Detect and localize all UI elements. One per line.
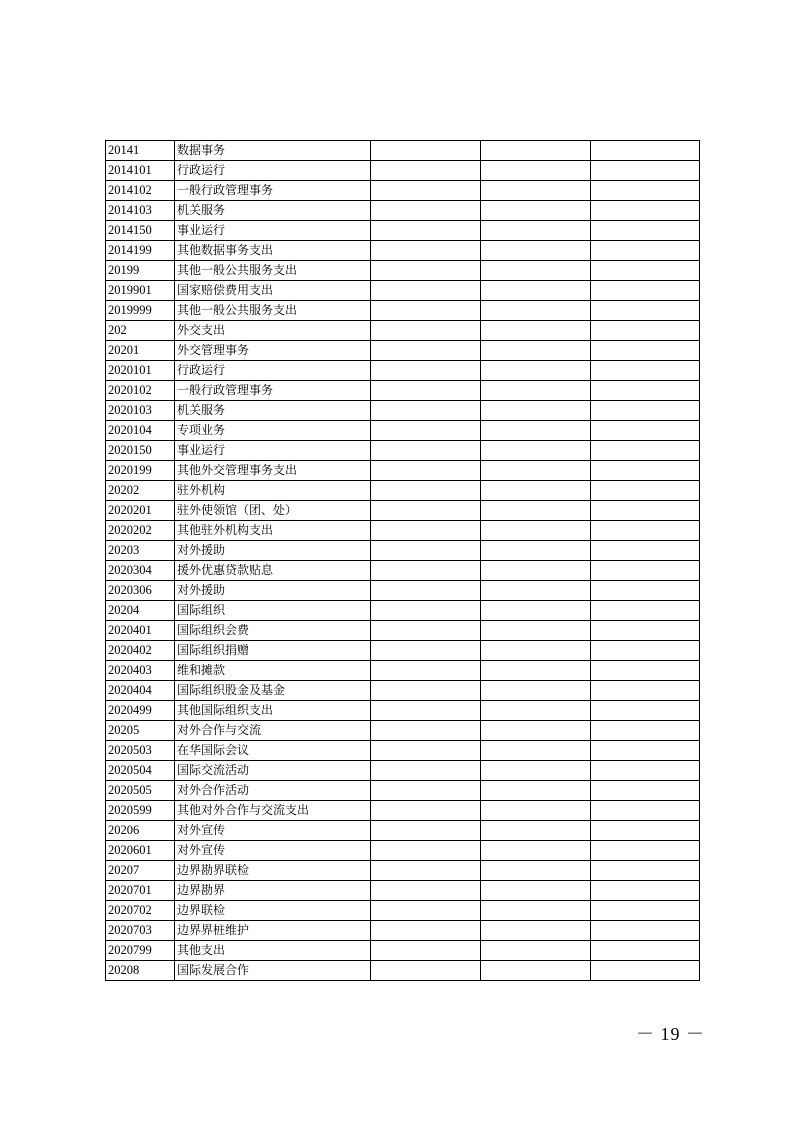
subject-code-cell: 2014102 [106, 181, 175, 201]
amount-cell [481, 861, 591, 881]
amount-cell [481, 461, 591, 481]
subject-name-cell: 国际组织股金及基金 [175, 681, 371, 701]
amount-cell [591, 941, 700, 961]
subject-code-cell: 20208 [106, 961, 175, 981]
amount-cell [481, 601, 591, 621]
amount-cell [591, 241, 700, 261]
table-row [106, 701, 700, 721]
subject-code-cell: 2020401 [106, 621, 175, 641]
amount-cell [481, 561, 591, 581]
amount-cell [371, 361, 481, 381]
subject-name-cell: 其他数据事务支出 [175, 241, 371, 261]
subject-code-cell: 2019999 [106, 301, 175, 321]
amount-cell [371, 641, 481, 661]
amount-cell [591, 801, 700, 821]
subject-code-cell: 2020703 [106, 921, 175, 941]
amount-cell [481, 641, 591, 661]
amount-cell [371, 721, 481, 741]
subject-code-cell: 2020150 [106, 441, 175, 461]
table-row [106, 521, 700, 541]
amount-cell [481, 441, 591, 461]
subject-code-cell: 20207 [106, 861, 175, 881]
subject-name-cell: 事业运行 [175, 441, 371, 461]
amount-cell [481, 761, 591, 781]
amount-cell [591, 601, 700, 621]
subject-code-cell: 2020505 [106, 781, 175, 801]
table-row [106, 681, 700, 701]
amount-cell [371, 681, 481, 701]
amount-cell [481, 261, 591, 281]
subject-code-cell: 2014150 [106, 221, 175, 241]
amount-cell [591, 481, 700, 501]
table-row [106, 301, 700, 321]
table-row [106, 901, 700, 921]
subject-code-cell: 2020103 [106, 401, 175, 421]
amount-cell [371, 741, 481, 761]
amount-cell [481, 401, 591, 421]
budget-table [105, 140, 700, 981]
table-row [106, 761, 700, 781]
subject-name-cell: 一般行政管理事务 [175, 381, 371, 401]
amount-cell [481, 501, 591, 521]
amount-cell [371, 781, 481, 801]
amount-cell [591, 701, 700, 721]
subject-name-cell: 行政运行 [175, 361, 371, 381]
subject-name-cell: 数据事务 [175, 141, 371, 161]
subject-code-cell: 20203 [106, 541, 175, 561]
amount-cell [371, 801, 481, 821]
subject-code-cell: 20141 [106, 141, 175, 161]
amount-cell [481, 421, 591, 441]
amount-cell [371, 601, 481, 621]
amount-cell [481, 381, 591, 401]
subject-name-cell: 国际组织捐赠 [175, 641, 371, 661]
subject-code-cell: 2020101 [106, 361, 175, 381]
amount-cell [481, 801, 591, 821]
amount-cell [371, 141, 481, 161]
amount-cell [371, 161, 481, 181]
subject-name-cell: 驻外使领馆（团、处） [175, 501, 371, 521]
subject-name-cell: 事业运行 [175, 221, 371, 241]
table-row [106, 281, 700, 301]
table-row [106, 341, 700, 361]
amount-cell [371, 861, 481, 881]
subject-name-cell: 专项业务 [175, 421, 371, 441]
amount-cell [371, 541, 481, 561]
subject-name-cell: 在华国际会议 [175, 741, 371, 761]
subject-code-cell: 2014101 [106, 161, 175, 181]
amount-cell [481, 541, 591, 561]
amount-cell [591, 761, 700, 781]
amount-cell [591, 441, 700, 461]
amount-cell [371, 701, 481, 721]
amount-cell [591, 501, 700, 521]
subject-code-cell: 20206 [106, 821, 175, 841]
amount-cell [371, 501, 481, 521]
amount-cell [371, 281, 481, 301]
amount-cell [481, 221, 591, 241]
amount-cell [481, 661, 591, 681]
subject-code-cell: 2020499 [106, 701, 175, 721]
amount-cell [591, 901, 700, 921]
table-row [106, 601, 700, 621]
subject-name-cell: 国际组织 [175, 601, 371, 621]
amount-cell [591, 861, 700, 881]
table-row [106, 161, 700, 181]
subject-code-cell: 2020702 [106, 901, 175, 921]
subject-name-cell: 其他对外合作与交流支出 [175, 801, 371, 821]
subject-code-cell: 20199 [106, 261, 175, 281]
table-row [106, 941, 700, 961]
subject-name-cell: 边界勘界联检 [175, 861, 371, 881]
amount-cell [371, 181, 481, 201]
amount-cell [481, 141, 591, 161]
amount-cell [481, 321, 591, 341]
subject-code-cell: 2020402 [106, 641, 175, 661]
subject-code-cell: 20204 [106, 601, 175, 621]
subject-code-cell: 20202 [106, 481, 175, 501]
table-row [106, 461, 700, 481]
amount-cell [591, 921, 700, 941]
amount-cell [481, 521, 591, 541]
subject-code-cell: 2020306 [106, 581, 175, 601]
subject-name-cell: 边界勘界 [175, 881, 371, 901]
table-row [106, 641, 700, 661]
subject-code-cell: 2020202 [106, 521, 175, 541]
amount-cell [591, 581, 700, 601]
amount-cell [591, 641, 700, 661]
amount-cell [481, 961, 591, 981]
amount-cell [371, 961, 481, 981]
amount-cell [481, 201, 591, 221]
table-row [106, 541, 700, 561]
subject-name-cell: 机关服务 [175, 401, 371, 421]
amount-cell [591, 961, 700, 981]
table-body [106, 141, 700, 981]
amount-cell [371, 841, 481, 861]
table-row [106, 261, 700, 281]
amount-cell [371, 921, 481, 941]
amount-cell [481, 721, 591, 741]
amount-cell [371, 481, 481, 501]
subject-code-cell: 20205 [106, 721, 175, 741]
subject-code-cell: 2020504 [106, 761, 175, 781]
subject-name-cell: 对外援助 [175, 581, 371, 601]
amount-cell [371, 621, 481, 641]
amount-cell [591, 781, 700, 801]
subject-name-cell: 其他支出 [175, 941, 371, 961]
subject-code-cell: 2019901 [106, 281, 175, 301]
amount-cell [371, 441, 481, 461]
table-row [106, 221, 700, 241]
amount-cell [591, 201, 700, 221]
table-row [106, 201, 700, 221]
subject-name-cell: 对外宣传 [175, 841, 371, 861]
amount-cell [481, 581, 591, 601]
subject-code-cell: 2020503 [106, 741, 175, 761]
subject-name-cell: 行政运行 [175, 161, 371, 181]
amount-cell [371, 301, 481, 321]
subject-code-cell: 2020601 [106, 841, 175, 861]
subject-name-cell: 其他一般公共服务支出 [175, 261, 371, 281]
subject-code-cell: 2014103 [106, 201, 175, 221]
subject-code-cell: 2020201 [106, 501, 175, 521]
amount-cell [591, 381, 700, 401]
amount-cell [481, 241, 591, 261]
table-row [106, 821, 700, 841]
table-row [106, 961, 700, 981]
table-row [106, 661, 700, 681]
subject-name-cell: 机关服务 [175, 201, 371, 221]
amount-cell [591, 821, 700, 841]
subject-code-cell: 202 [106, 321, 175, 341]
amount-cell [371, 321, 481, 341]
amount-cell [591, 541, 700, 561]
table-row [106, 561, 700, 581]
amount-cell [591, 161, 700, 181]
amount-cell [481, 941, 591, 961]
amount-cell [481, 341, 591, 361]
amount-cell [591, 301, 700, 321]
amount-cell [481, 621, 591, 641]
subject-name-cell: 国际交流活动 [175, 761, 371, 781]
subject-name-cell: 其他驻外机构支出 [175, 521, 371, 541]
amount-cell [481, 701, 591, 721]
subject-name-cell: 外交管理事务 [175, 341, 371, 361]
table-row [106, 181, 700, 201]
subject-name-cell: 外交支出 [175, 321, 371, 341]
amount-cell [371, 201, 481, 221]
amount-cell [591, 261, 700, 281]
table-row [106, 381, 700, 401]
amount-cell [371, 261, 481, 281]
amount-cell [371, 221, 481, 241]
amount-cell [371, 421, 481, 441]
subject-name-cell: 其他外交管理事务支出 [175, 461, 371, 481]
amount-cell [481, 301, 591, 321]
amount-cell [591, 221, 700, 241]
amount-cell [591, 721, 700, 741]
amount-cell [591, 361, 700, 381]
amount-cell [371, 241, 481, 261]
table-row [106, 481, 700, 501]
subject-name-cell: 国际组织会费 [175, 621, 371, 641]
subject-name-cell: 其他国际组织支出 [175, 701, 371, 721]
subject-name-cell: 国际发展合作 [175, 961, 371, 981]
subject-name-cell: 驻外机构 [175, 481, 371, 501]
subject-code-cell: 2020799 [106, 941, 175, 961]
amount-cell [371, 581, 481, 601]
subject-name-cell: 一般行政管理事务 [175, 181, 371, 201]
table-row [106, 441, 700, 461]
amount-cell [591, 741, 700, 761]
subject-code-cell: 2020404 [106, 681, 175, 701]
amount-cell [591, 661, 700, 681]
subject-name-cell: 对外宣传 [175, 821, 371, 841]
amount-cell [371, 881, 481, 901]
amount-cell [371, 461, 481, 481]
subject-name-cell: 边界界桩维护 [175, 921, 371, 941]
subject-name-cell: 边界联检 [175, 901, 371, 921]
amount-cell [591, 181, 700, 201]
amount-cell [371, 821, 481, 841]
amount-cell [371, 941, 481, 961]
amount-cell [591, 421, 700, 441]
amount-cell [481, 781, 591, 801]
amount-cell [481, 921, 591, 941]
amount-cell [371, 901, 481, 921]
subject-name-cell: 援外优惠贷款贴息 [175, 561, 371, 581]
table-row [106, 861, 700, 881]
amount-cell [591, 841, 700, 861]
table-row [106, 241, 700, 261]
amount-cell [591, 341, 700, 361]
amount-cell [481, 681, 591, 701]
amount-cell [371, 341, 481, 361]
amount-cell [371, 401, 481, 421]
table-row [106, 321, 700, 341]
subject-code-cell: 2014199 [106, 241, 175, 261]
amount-cell [481, 741, 591, 761]
subject-code-cell: 2020403 [106, 661, 175, 681]
table-row [106, 801, 700, 821]
subject-name-cell: 对外合作与交流 [175, 721, 371, 741]
amount-cell [371, 521, 481, 541]
table-row [106, 401, 700, 421]
table-row [106, 721, 700, 741]
subject-name-cell: 维和摊款 [175, 661, 371, 681]
amount-cell [591, 561, 700, 581]
table-row [106, 921, 700, 941]
subject-code-cell: 2020102 [106, 381, 175, 401]
subject-code-cell: 2020104 [106, 421, 175, 441]
subject-name-cell: 其他一般公共服务支出 [175, 301, 371, 321]
amount-cell [481, 481, 591, 501]
table-row [106, 361, 700, 381]
amount-cell [591, 681, 700, 701]
subject-name-cell: 对外合作活动 [175, 781, 371, 801]
amount-cell [481, 901, 591, 921]
amount-cell [481, 161, 591, 181]
amount-cell [371, 761, 481, 781]
amount-cell [591, 521, 700, 541]
table-row [106, 501, 700, 521]
table-row [106, 841, 700, 861]
table-row [106, 581, 700, 601]
table-row [106, 881, 700, 901]
table-row [106, 621, 700, 641]
table-row [106, 421, 700, 441]
subject-name-cell: 国家赔偿费用支出 [175, 281, 371, 301]
amount-cell [591, 401, 700, 421]
amount-cell [481, 181, 591, 201]
subject-code-cell: 2020304 [106, 561, 175, 581]
page-number: － 19 － [636, 1024, 705, 1044]
amount-cell [481, 361, 591, 381]
amount-cell [591, 461, 700, 481]
amount-cell [591, 881, 700, 901]
subject-name-cell: 对外援助 [175, 541, 371, 561]
subject-code-cell: 2020701 [106, 881, 175, 901]
amount-cell [591, 281, 700, 301]
subject-code-cell: 2020199 [106, 461, 175, 481]
amount-cell [371, 561, 481, 581]
subject-code-cell: 2020599 [106, 801, 175, 821]
amount-cell [371, 661, 481, 681]
table-row [106, 741, 700, 761]
amount-cell [481, 281, 591, 301]
table-row [106, 141, 700, 161]
subject-code-cell: 20201 [106, 341, 175, 361]
amount-cell [591, 321, 700, 341]
amount-cell [481, 841, 591, 861]
amount-cell [481, 881, 591, 901]
amount-cell [371, 381, 481, 401]
amount-cell [481, 821, 591, 841]
amount-cell [591, 141, 700, 161]
amount-cell [591, 621, 700, 641]
table-row [106, 781, 700, 801]
